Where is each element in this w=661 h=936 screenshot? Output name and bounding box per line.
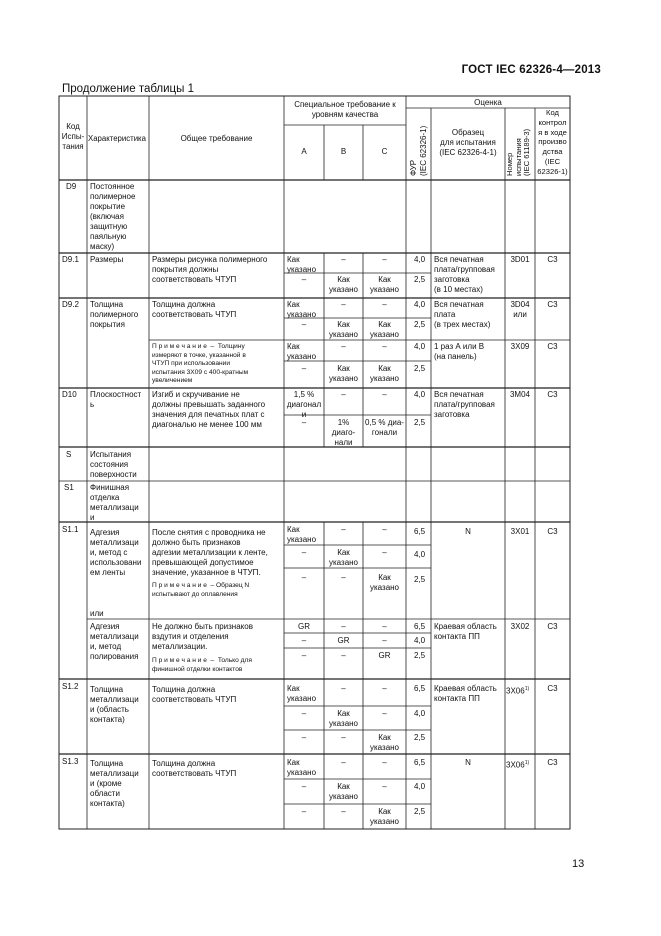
cell-test: 3X01 [510, 527, 530, 536]
row-s-char: Испытания состояния поверхности [90, 450, 137, 479]
row-d92-note: П р и м е ч а н и е – Толщину измеряют в точке, указанной в ЧТУП при использовании испытания 3X09 с 400-кратным увеличением [152, 343, 249, 385]
cell-a: Как указано [287, 255, 317, 274]
row-s12-req: Толщина должна соответствовать ЧТУП [152, 685, 237, 704]
cell-c: – [382, 390, 387, 399]
col-header-fur: ФУР (IEC 62326-1) [409, 125, 428, 176]
cell-c: – [382, 342, 387, 351]
row-d9-char: Постоянное полимерное покрытие (включая защитную паяльную маску) [90, 182, 136, 251]
cell-test: 3X06$^{1)}$ [506, 760, 530, 770]
cell-fur: 2,5 [414, 275, 426, 284]
cell-sample: Вся печатная плата (в трех местах) [434, 300, 491, 329]
col-header-general: Общее требование [180, 134, 253, 143]
cell-c: – [382, 709, 387, 718]
cell-b: Как указано [328, 275, 359, 294]
row-s1-code: S1 [64, 483, 74, 492]
col-header-characteristic: Характеристика [88, 134, 146, 143]
cell-a: – [301, 364, 307, 373]
cell-fur: 2,5 [414, 733, 426, 742]
cell-sample: Вся печатная плата/групповая заготовка (в 10 местах) [434, 255, 495, 294]
row-d91-code: D9.1 [62, 255, 79, 264]
row-s11-note: П р и м е ч а н и е – Образец N испытывают до оплавления [152, 582, 250, 598]
cell-c: 0,5 % диа- гонали [365, 418, 404, 437]
cell-c: Как указано [369, 573, 400, 592]
cell-a: – [301, 807, 307, 816]
col-header-b: B [340, 147, 347, 156]
cell-ctrl: C3 [547, 622, 558, 631]
cell-ctrl: C3 [547, 390, 558, 399]
col-header-evaluation: Оценка [474, 98, 502, 107]
row-s11-code: S1.1 [62, 525, 79, 534]
cell-b: Как указано [328, 709, 359, 728]
col-header-test-no: Номер испытания (IEC 61189-3) [505, 128, 532, 176]
cell-a: Как указано [287, 525, 317, 544]
cell-c: – [382, 636, 387, 645]
cell-a: – [301, 573, 307, 582]
cell-ctrl: C3 [547, 255, 558, 264]
cell-c: – [382, 622, 387, 631]
cell-b: Как указано [328, 548, 359, 567]
cell-a: GR [298, 622, 310, 631]
row-d91-char: Размеры [90, 255, 124, 264]
cell-b: Как указано [328, 320, 359, 339]
cell-test: 3M04 [509, 390, 530, 399]
cell-b: – [341, 684, 346, 693]
cell-a: – [301, 733, 307, 742]
cell-fur: 4,0 [414, 709, 426, 718]
row-s-code: S [66, 450, 72, 459]
cell-fur: 2,5 [414, 807, 426, 816]
row-d92-code: D9.2 [62, 300, 79, 309]
cell-fur: 2,5 [414, 320, 426, 329]
row-d9-code: D9 [66, 182, 77, 191]
cell-c: – [382, 300, 387, 309]
row-s11b-note: П р и м е ч а н и е – Только для финишной отделки контактов [152, 657, 252, 673]
cell-fur: 2,5 [414, 364, 426, 373]
row-s1-char: Финишная отделка металлизаци и [90, 483, 139, 522]
cell-ctrl: C3 [547, 684, 558, 693]
cell-b: – [341, 807, 346, 816]
cell-c: – [382, 684, 387, 693]
col-header-code: Код Испы- тания [61, 122, 85, 151]
cell-fur: 6,5 [414, 527, 426, 536]
cell-fur: 4,0 [414, 390, 426, 399]
cell-a: Как указано [287, 684, 317, 703]
row-d92-req: Толщина должна соответствовать ЧТУП [152, 300, 237, 319]
row-s13-char: Толщина металлизаци и (кроме области контакта) [90, 759, 139, 808]
cell-b: – [341, 651, 346, 660]
col-header-c: C [381, 147, 388, 156]
cell-fur: 4,0 [414, 300, 426, 309]
cell-b: – [341, 525, 346, 534]
cell-c: – [382, 255, 387, 264]
cell-b: – [341, 622, 346, 631]
cell-c: Как указано [369, 320, 400, 339]
cell-fur: 6,5 [414, 622, 426, 631]
row-d10-req: Изгиб и скручивание не должны превышать заданного значения для печатных плат с диагональю не менее 100 мм [152, 390, 266, 429]
cell-sample: Вся печатная плата/групповая заготовка [434, 390, 495, 419]
cell-fur: 6,5 [414, 758, 426, 767]
col-header-sample: Образец для испытания (IEC 62326-4-1) [439, 128, 497, 157]
cell-c: – [382, 548, 387, 557]
cell-test: 3D01 [510, 255, 530, 264]
cell-fur: 4,0 [414, 636, 426, 645]
cell-c: Как указано [369, 733, 400, 752]
cell-a: – [301, 636, 307, 645]
cell-a: 1,5 % диагонал и [286, 390, 322, 419]
cell-ctrl: C3 [547, 527, 558, 536]
cell-sample: 1 раз А или В (на панель) [434, 342, 485, 361]
cell-a: Как указано [287, 342, 317, 361]
cell-b: – [341, 300, 346, 309]
row-s12-code: S1.2 [62, 682, 79, 691]
cell-c: – [382, 758, 387, 767]
row-s11-char: Адгезия металлизаци и, метод с использовани ем ленты [90, 528, 142, 577]
cell-a: – [301, 320, 307, 329]
cell-sample: Краевая область контакта ПП [434, 684, 497, 703]
cell-fur: 6,5 [414, 684, 426, 693]
cell-fur: 4,0 [414, 255, 426, 264]
col-header-control-code: Код контрол я в ходе произво дства (IEC 62326-1) [537, 108, 568, 176]
cell-ctrl: C3 [547, 342, 558, 351]
cell-b: – [341, 390, 346, 399]
col-header-a: A [301, 147, 307, 156]
cell-test: 3D04 или [510, 300, 530, 319]
cell-a: – [301, 418, 307, 427]
page-number: 13 [572, 858, 585, 870]
col-header-special: Специальное требование к уровням качества [294, 100, 396, 119]
cell-a: – [301, 275, 307, 284]
cell-c: Как указано [369, 807, 400, 826]
cell-sample: Краевая область контакта ПП [434, 622, 497, 641]
row-s12-char: Толщина металлизаци и (область контакта) [90, 685, 139, 724]
cell-a: – [301, 548, 307, 557]
table-caption: Продолжение таблицы 1 [62, 83, 195, 95]
document-header: ГОСТ IEC 62326-4—2013 [461, 64, 601, 76]
cell-b: – [341, 758, 346, 767]
cell-b: Как указано [328, 782, 359, 801]
cell-b: – [341, 342, 346, 351]
row-d92-char: Толщина полимерного покрытия [90, 300, 139, 329]
cell-c: Как указано [369, 364, 400, 383]
row-s11-req: После снятия с проводника не должно быть признаков адгезии металлизации к ленте, превышающей допустимое значение, указанное в ЧТУП. [152, 528, 268, 577]
cell-b: – [341, 255, 346, 264]
cell-ctrl: C3 [547, 300, 558, 309]
row-s11b-char: Адгезия металлизаци и, метод полирования [90, 622, 139, 661]
row-d91-req: Размеры рисунка полимерного покрытия должны соответствовать ЧТУП [152, 255, 268, 284]
cell-b: – [341, 733, 346, 742]
cell-b: 1% диаго- нали [331, 418, 356, 447]
row-s13-code: S1.3 [62, 757, 79, 766]
cell-sample: N [465, 527, 471, 536]
cell-test: 3X02 [510, 622, 530, 631]
row-d10-char: Плоскостност ь [90, 390, 142, 409]
cell-c: GR [378, 651, 391, 660]
cell-b: GR [337, 636, 350, 645]
cell-c: – [382, 525, 387, 534]
cell-fur: 2,5 [414, 651, 426, 660]
cell-fur: 4,0 [414, 782, 426, 791]
cell-a: – [301, 709, 307, 718]
cell-test: 3X06$^{1)}$ [506, 686, 530, 696]
cell-a: – [301, 782, 307, 791]
cell-fur: 2,5 [414, 418, 426, 427]
row-s13-req: Толщина должна соответствовать ЧТУП [152, 759, 237, 778]
cell-fur: 4,0 [414, 342, 426, 351]
cell-sample: N [465, 758, 471, 767]
row-s11-or: или [90, 609, 104, 618]
cell-b: Как указано [328, 364, 359, 383]
cell-c: Как указано [369, 275, 400, 294]
cell-a: – [301, 651, 307, 660]
row-d10-code: D10 [62, 390, 77, 399]
row-s11b-req: Не должно быть признаков вздутия и отделения металлизации. [152, 622, 253, 651]
cell-fur: 2,5 [414, 575, 426, 584]
cell-ctrl: C3 [547, 758, 558, 767]
cell-b: – [341, 573, 346, 582]
cell-c: – [382, 782, 387, 791]
cell-a: Как указано [287, 300, 317, 319]
cell-test: 3X09 [510, 342, 530, 351]
cell-fur: 4,0 [414, 550, 426, 559]
cell-a: Как указано [287, 758, 317, 777]
